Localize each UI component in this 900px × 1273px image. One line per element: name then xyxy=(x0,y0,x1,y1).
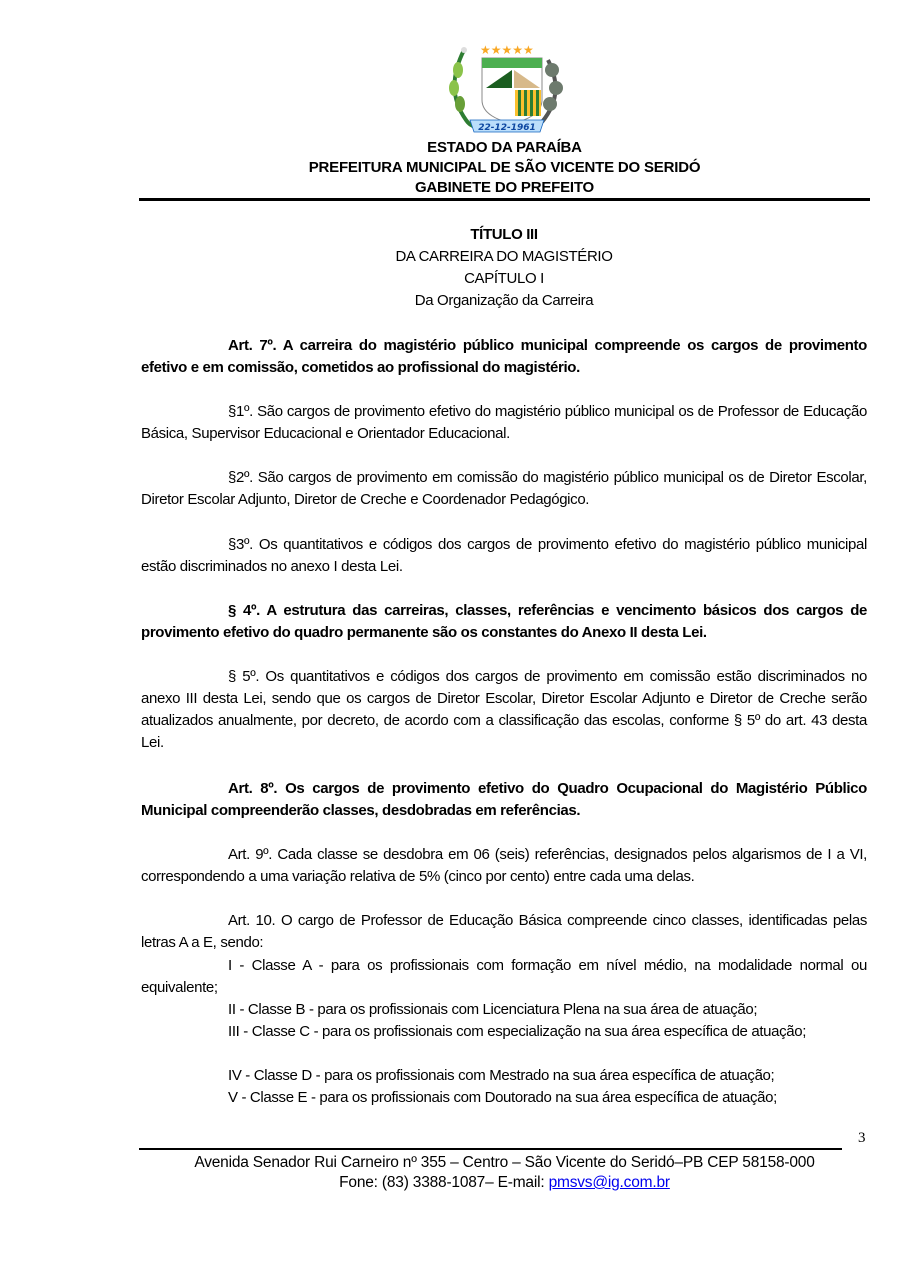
class-item-a: I - Classe A - para os profissionais com formação em nível médio, na modalidade normal ou equivalente; xyxy=(141,957,867,996)
article-7-paragraph-2: §2º. São cargos de provimento em comissão do magistério público municipal os de Diretor Escolar, Diretor Escolar Adjunto, Diretor de Creche e Coordenador Pedagógico. xyxy=(141,469,867,508)
article-7-paragraph-5: § 5º. Os quantitativos e códigos dos cargos de provimento em comissão estão discriminados no anexo III desta Lei, sendo que os cargos de Diretor Escolar, Diretor Escolar Adjunto e Diretor de Creche serão atualizados anualmente, por decreto, de acordo com a classificação das escolas, conforme § 5º do art. 43 desta Lei. xyxy=(141,668,867,751)
coat-of-arms-icon xyxy=(436,40,576,140)
chapter-heading: CAPÍTULO I xyxy=(464,270,544,287)
coat-of-arms-logo xyxy=(436,40,576,140)
article-7-paragraph-1: §1º. São cargos de provimento efetivo do magistério público municipal os de Professor de Educação Básica, Supervisor Educacional e Orientador Educacional. xyxy=(141,403,867,442)
article-8: Art. 8º. Os cargos de provimento efetivo do Quadro Ocupacional do Magistério Público Municipal compreenderão classes, desdobradas em referências. xyxy=(141,780,867,819)
chapter-name-heading: Da Organização da Carreira xyxy=(414,292,594,309)
class-item-b: II - Classe B - para os profissionais com Licenciatura Plena na sua área de atuação; xyxy=(228,1001,758,1018)
coat-of-arms-date: 22-12-1961 xyxy=(478,123,536,133)
class-item-e: V - Classe E - para os profissionais com Doutorado na sua área específica de atuação; xyxy=(228,1089,777,1106)
header-state: ESTADO DA PARAÍBA xyxy=(427,139,582,156)
article-7-paragraph-3: §3º. Os quantitativos e códigos dos cargos de provimento efetivo do magistério público municipal estão discriminados no anexo I desta Lei. xyxy=(141,536,867,575)
article-7-paragraph-4: § 4º. A estrutura das carreiras, classes, referências e vencimento básicos dos cargos de provimento efetivo do quadro permanente são os constantes do Anexo II desta Lei. xyxy=(141,602,867,641)
footer-phone: Fone: (83) 3388-1087– E-mail: xyxy=(339,1174,549,1191)
class-item-c: III - Classe C - para os profissionais com especialização na sua área específica de atuação; xyxy=(228,1023,807,1040)
svg-text:★★★★★: ★★★★★ xyxy=(480,43,534,57)
header-municipality: PREFEITURA MUNICIPAL DE SÃO VICENTE DO SERIDÓ xyxy=(308,159,701,176)
header-office: GABINETE DO PREFEITO xyxy=(414,179,595,196)
footer-contact xyxy=(139,1173,870,1193)
footer-divider xyxy=(139,1148,842,1150)
article-10: Art. 10. O cargo de Professor de Educação Básica compreende cinco classes, identificadas pelas letras A a E, sendo: xyxy=(141,912,867,951)
page-number: 3 xyxy=(858,1130,866,1146)
article-7: Art. 7º. A carreira do magistério público municipal compreende os cargos de provimento efetivo e em comissão, cometidos ao profissional do magistério. xyxy=(141,337,867,376)
footer-email-link[interactable]: pmsvs@ig.com.br xyxy=(548,1174,670,1191)
header-divider xyxy=(139,198,870,201)
footer-address: Avenida Senador Rui Carneiro nº 355 – Centro – São Vicente do Seridó–PB CEP 58158-000 xyxy=(194,1154,815,1171)
class-item-d: IV - Classe D - para os profissionais com Mestrado na sua área específica de atuação; xyxy=(228,1067,775,1084)
article-9: Art. 9º. Cada classe se desdobra em 06 (seis) referências, designados pelos algarismos de I a VI, correspondendo a uma variação relativa de 5% (cinco por cento) entre cada uma delas. xyxy=(141,846,867,885)
title-heading: TÍTULO III xyxy=(470,226,538,243)
subtitle-heading: DA CARREIRA DO MAGISTÉRIO xyxy=(395,248,613,265)
